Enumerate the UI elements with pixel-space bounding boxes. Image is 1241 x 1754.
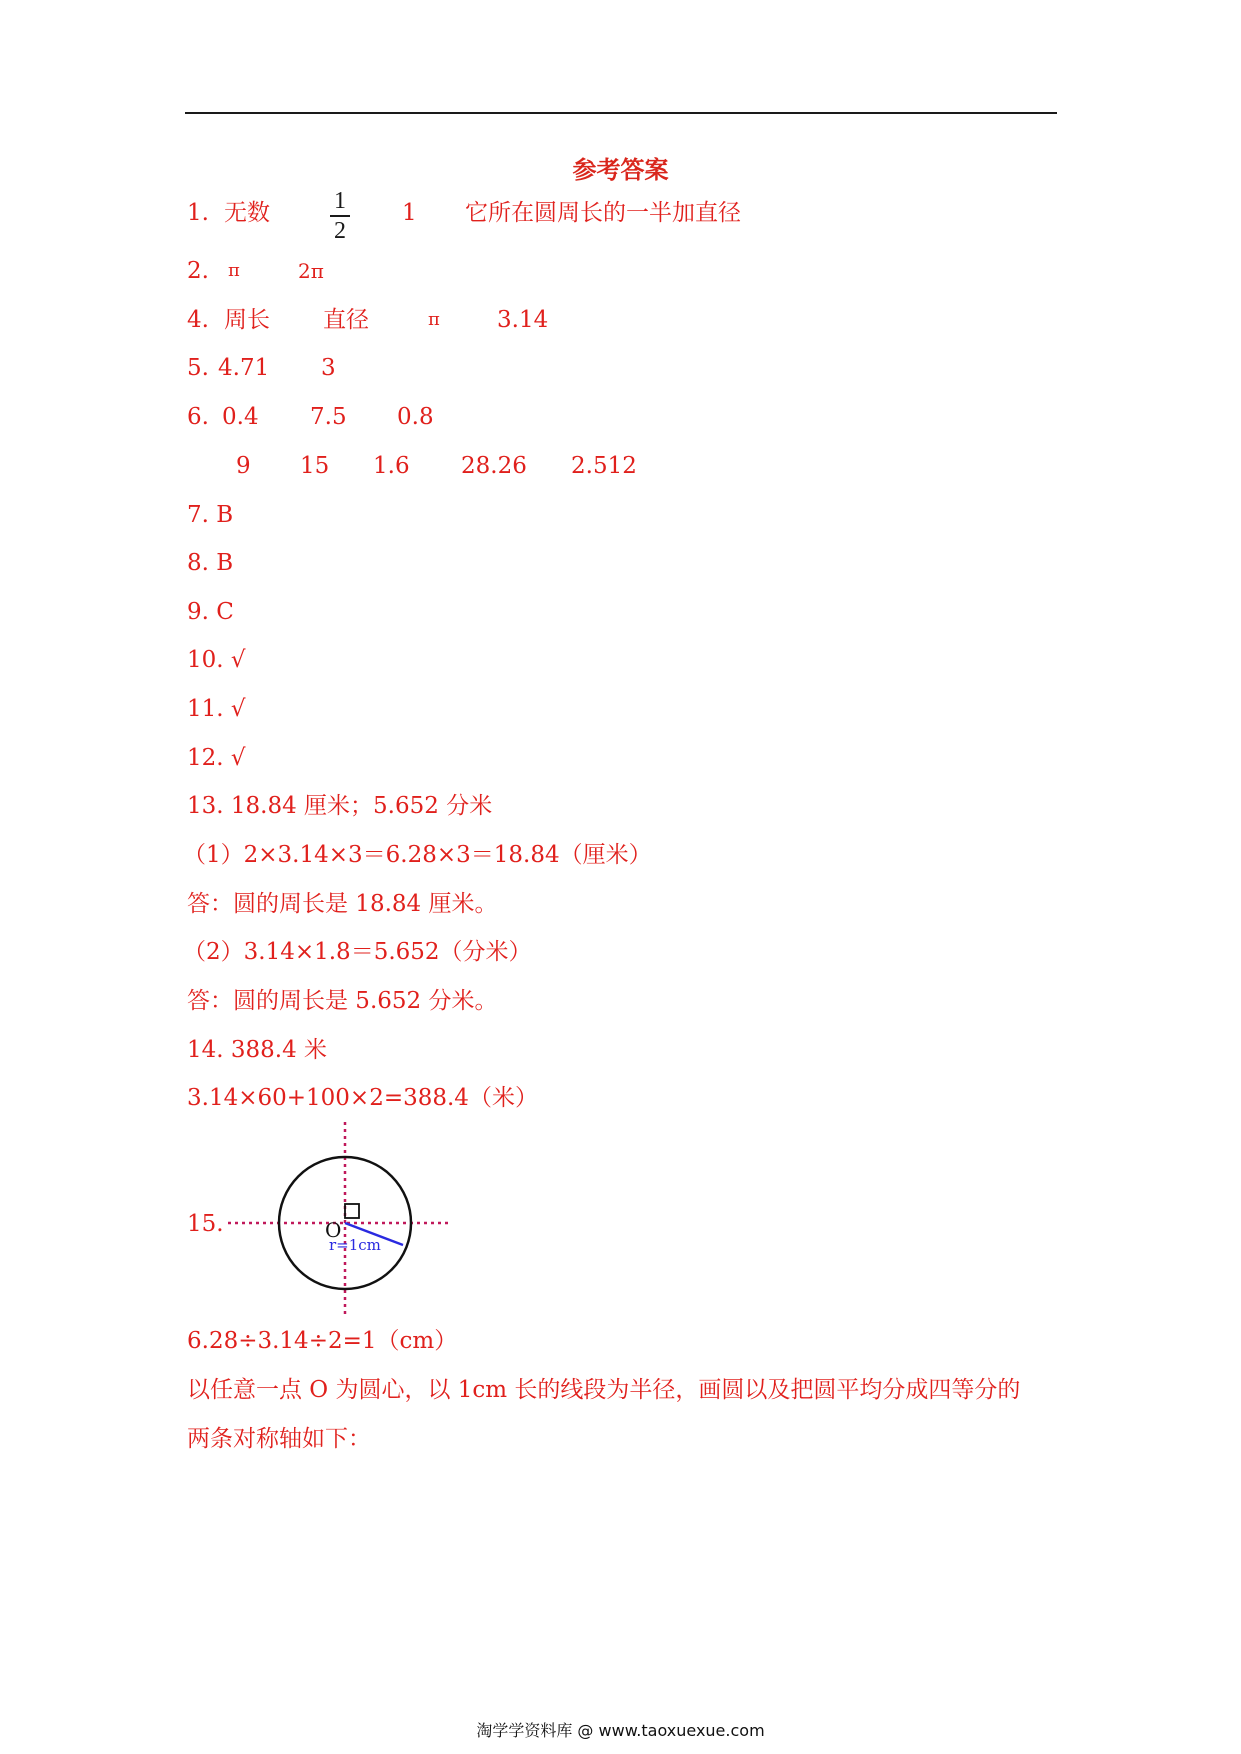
q6-answer-c: 0.8 — [397, 404, 434, 430]
footer-watermark: 淘学学资料库 @ www.taoxuexue.com — [476, 1721, 765, 1740]
q14-calculation: 3.14×60+100×2=388.4（米） — [187, 1085, 538, 1111]
q6-row2-b: 15 — [300, 453, 330, 479]
q1-answer-a: 无数 — [224, 200, 270, 226]
center-label: O — [325, 1218, 342, 1242]
q13-part2-answer: 答：圆的周长是 5.652 分米。 — [187, 988, 498, 1014]
q6-row2-e: 2.512 — [571, 453, 637, 479]
q15-number: 15. — [187, 1211, 224, 1237]
q1-answer-c: 它所在圆周长的一半加直径 — [465, 200, 741, 226]
header-rule — [185, 112, 1057, 114]
q5-number: 5. — [187, 355, 209, 381]
q7-answer: 7. B — [187, 502, 234, 528]
q4-answer-a: 周长 — [224, 307, 270, 333]
fraction-denominator: 2 — [334, 218, 346, 244]
fraction-numerator: 1 — [334, 188, 346, 214]
q6-row2-a: 9 — [236, 453, 251, 479]
q4-answer-d: 3.14 — [497, 307, 549, 333]
q2-answer-a: π — [228, 260, 240, 281]
q1-number: 1. — [187, 200, 209, 226]
right-angle-marker — [345, 1204, 359, 1218]
q15-calculation: 6.28÷3.14÷2=1（cm） — [187, 1328, 458, 1354]
q15-explanation-line2: 两条对称轴如下： — [187, 1426, 371, 1452]
q6-number: 6. — [187, 404, 209, 430]
q6-row2-c: 1.6 — [373, 453, 410, 479]
q5-answer-a: 4.71 — [218, 355, 270, 381]
q11-answer: 11. √ — [187, 696, 246, 722]
q14-answer: 14. 388.4 米 — [187, 1037, 328, 1063]
q13-part2: （2）3.14×1.8＝5.652（分米） — [183, 939, 532, 965]
q4-number: 4. — [187, 307, 209, 333]
page-title: 参考答案 — [572, 156, 669, 184]
q13-part1-answer: 答：圆的周长是 18.84 厘米。 — [187, 891, 498, 917]
q12-answer: 12. √ — [187, 745, 246, 771]
q4-answer-b: 直径 — [323, 307, 369, 333]
q2-number: 2. — [187, 258, 209, 284]
q15-circle-figure — [228, 1120, 458, 1320]
fraction-bar — [330, 215, 350, 217]
q1-fraction — [330, 188, 350, 244]
q4-answer-c: π — [428, 309, 440, 330]
q13-answer: 13. 18.84 厘米；5.652 分米 — [187, 793, 493, 819]
q9-answer: 9. C — [187, 599, 234, 625]
q5-answer-b: 3 — [321, 355, 336, 381]
q10-answer: 10. √ — [187, 647, 246, 673]
q2-answer-b: 2π — [298, 259, 324, 283]
radius-label: r=1cm — [329, 1236, 381, 1254]
q1-answer-b: 1 — [402, 200, 417, 226]
q13-part1: （1）2×3.14×3＝6.28×3＝18.84（厘米） — [183, 842, 652, 868]
q6-row2-d: 28.26 — [461, 453, 527, 479]
q6-answer-a: 0.4 — [222, 404, 259, 430]
q8-answer: 8. B — [187, 550, 234, 576]
q6-answer-b: 7.5 — [310, 404, 347, 430]
q15-explanation-line1: 以任意一点 O 为圆心，以 1cm 长的线段为半径，画圆以及把圆平均分成四等分的 — [187, 1377, 1021, 1403]
